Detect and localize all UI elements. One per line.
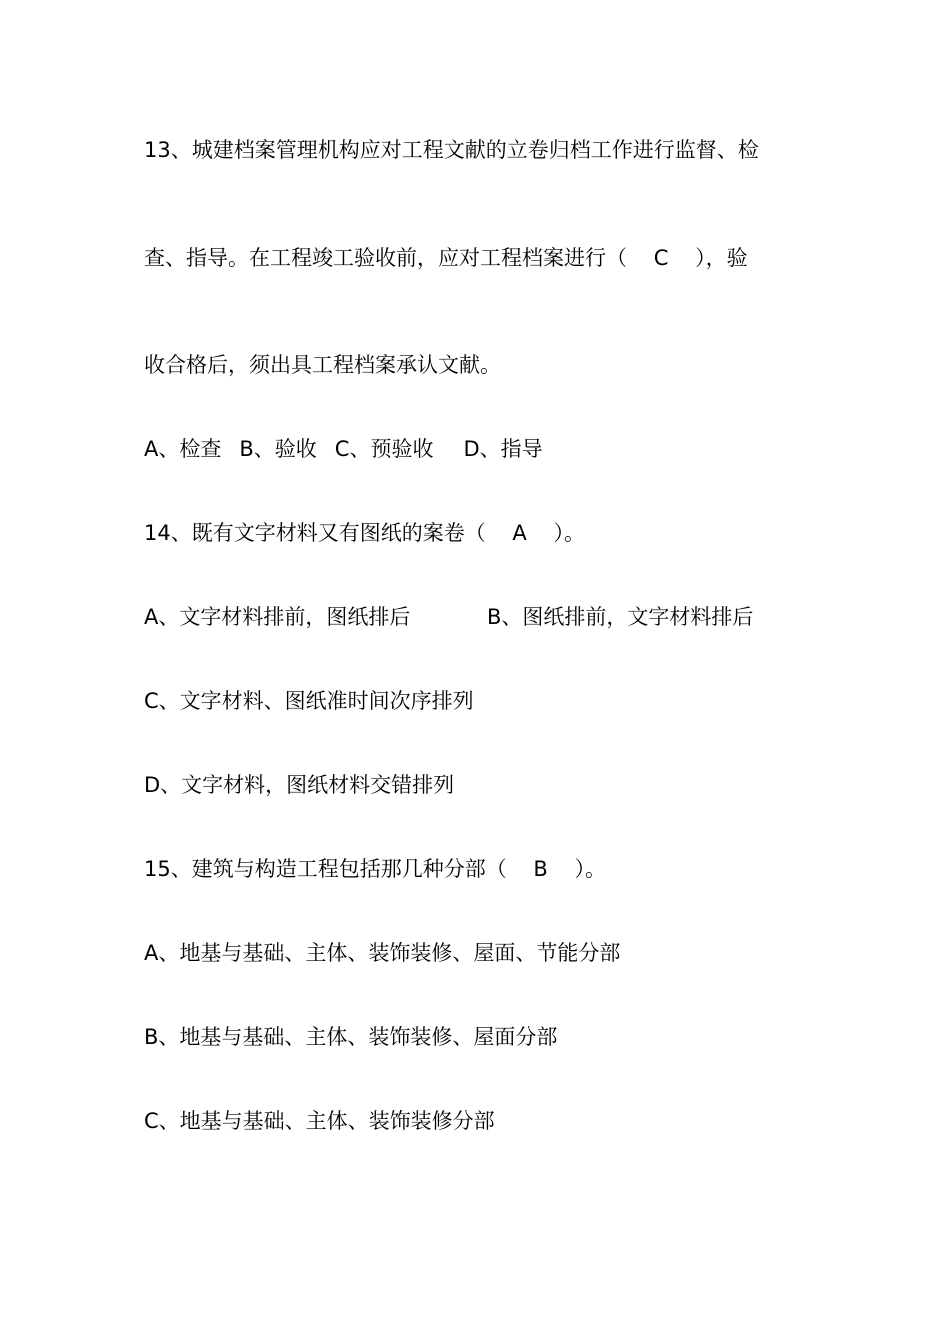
q15-stem: 15、建筑与构造工程包括那几种分部（ B ）。	[144, 857, 607, 881]
q13-option-d: D、指导	[463, 437, 543, 461]
q14-option-b: B、图纸排前，文字材料排后	[487, 605, 754, 629]
q13-option-b: B、验收	[239, 437, 317, 461]
q15-option-a: A、地基与基础、主体、装饰装修、屋面、节能分部	[144, 941, 621, 965]
q14-option-c: C、文字材料、图纸准时间次序排列	[144, 689, 474, 713]
q13-option-a: A、检查	[144, 437, 222, 461]
q13-stem-line-1: 13、城建档案管理机构应对工程文献的立卷归档工作进行监督、检	[144, 138, 759, 162]
q14-option-a: A、文字材料排前，图纸排后	[144, 605, 411, 629]
q15-option-c: C、地基与基础、主体、装饰装修分部	[144, 1109, 495, 1133]
q13-options	[144, 435, 543, 463]
q13-stem-line-3: 收合格后，须出具工程档案承认文献。	[144, 353, 501, 377]
q13-option-c: C、预验收	[334, 437, 434, 461]
q14-stem: 14、既有文字材料又有图纸的案卷（ A ）。	[144, 521, 585, 545]
q13-stem-line-2: 查、指导。在工程竣工验收前，应对工程档案进行（ C ），验	[144, 246, 748, 270]
q15-option-b: B、地基与基础、主体、装饰装修、屋面分部	[144, 1025, 558, 1049]
q14-option-d: D、文字材料，图纸材料交错排列	[144, 773, 455, 797]
